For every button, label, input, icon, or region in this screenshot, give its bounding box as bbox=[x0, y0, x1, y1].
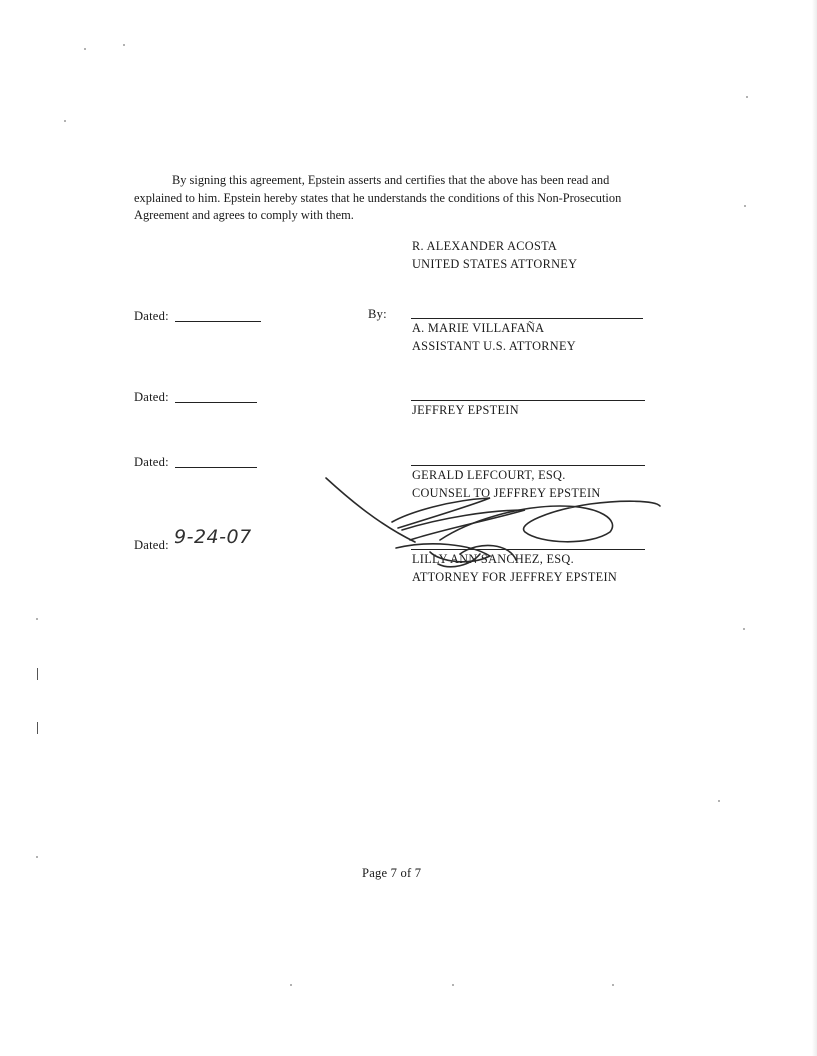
scan-speck bbox=[746, 96, 748, 98]
scan-speck bbox=[36, 618, 38, 620]
scan-speck bbox=[743, 628, 745, 630]
date-line-2 bbox=[175, 402, 257, 403]
certification-text: By signing this agreement, Epstein asserts and certifies that the above has been read and explained to him. Epstein hereby states that he understands the conditions of this Non-Prosecution Agreement and agrees to comply with them. bbox=[134, 173, 622, 222]
scan-edge-shadow bbox=[812, 0, 817, 1056]
signer-1-name: A. MARIE VILLAFAÑA bbox=[412, 321, 545, 335]
scan-speck bbox=[64, 120, 66, 122]
signature-line-1 bbox=[411, 318, 643, 319]
scan-mark bbox=[37, 722, 38, 734]
us-attorney-name: R. ALEXANDER ACOSTA bbox=[412, 239, 558, 253]
scan-speck bbox=[84, 48, 86, 50]
signer-3-title: COUNSEL TO JEFFREY EPSTEIN bbox=[412, 486, 601, 500]
dated-label-1: Dated: bbox=[134, 309, 169, 323]
scan-speck bbox=[36, 856, 38, 858]
scan-mark bbox=[37, 668, 38, 680]
scan-speck bbox=[612, 984, 614, 986]
scan-speck bbox=[718, 800, 720, 802]
dated-label-4: Dated: bbox=[134, 538, 169, 552]
signer-4-name: LILLY ANN SANCHEZ, ESQ. bbox=[412, 552, 574, 566]
handwritten-signature bbox=[320, 470, 670, 580]
date-line-3 bbox=[175, 467, 257, 468]
signature-line-3 bbox=[411, 465, 645, 466]
date-line-1 bbox=[175, 321, 261, 322]
by-label: By: bbox=[368, 307, 387, 321]
scan-speck bbox=[123, 44, 125, 46]
page-number: Page 7 of 7 bbox=[362, 866, 422, 880]
scan-speck bbox=[744, 205, 746, 207]
us-attorney-title: UNITED STATES ATTORNEY bbox=[412, 257, 578, 271]
signer-4-title: ATTORNEY FOR JEFFREY EPSTEIN bbox=[412, 570, 618, 584]
signer-1-title: ASSISTANT U.S. ATTORNEY bbox=[412, 339, 576, 353]
signer-2-name: JEFFREY EPSTEIN bbox=[412, 403, 519, 417]
signer-3-name: GERALD LEFCOURT, ESQ. bbox=[412, 468, 566, 482]
certification-paragraph bbox=[134, 172, 654, 225]
dated-label-2: Dated: bbox=[134, 390, 169, 404]
dated-label-3: Dated: bbox=[134, 455, 169, 469]
handwritten-date: 9-24-07 bbox=[174, 526, 252, 548]
scan-speck bbox=[452, 984, 454, 986]
signature-line-2 bbox=[411, 400, 645, 401]
scan-speck bbox=[290, 984, 292, 986]
